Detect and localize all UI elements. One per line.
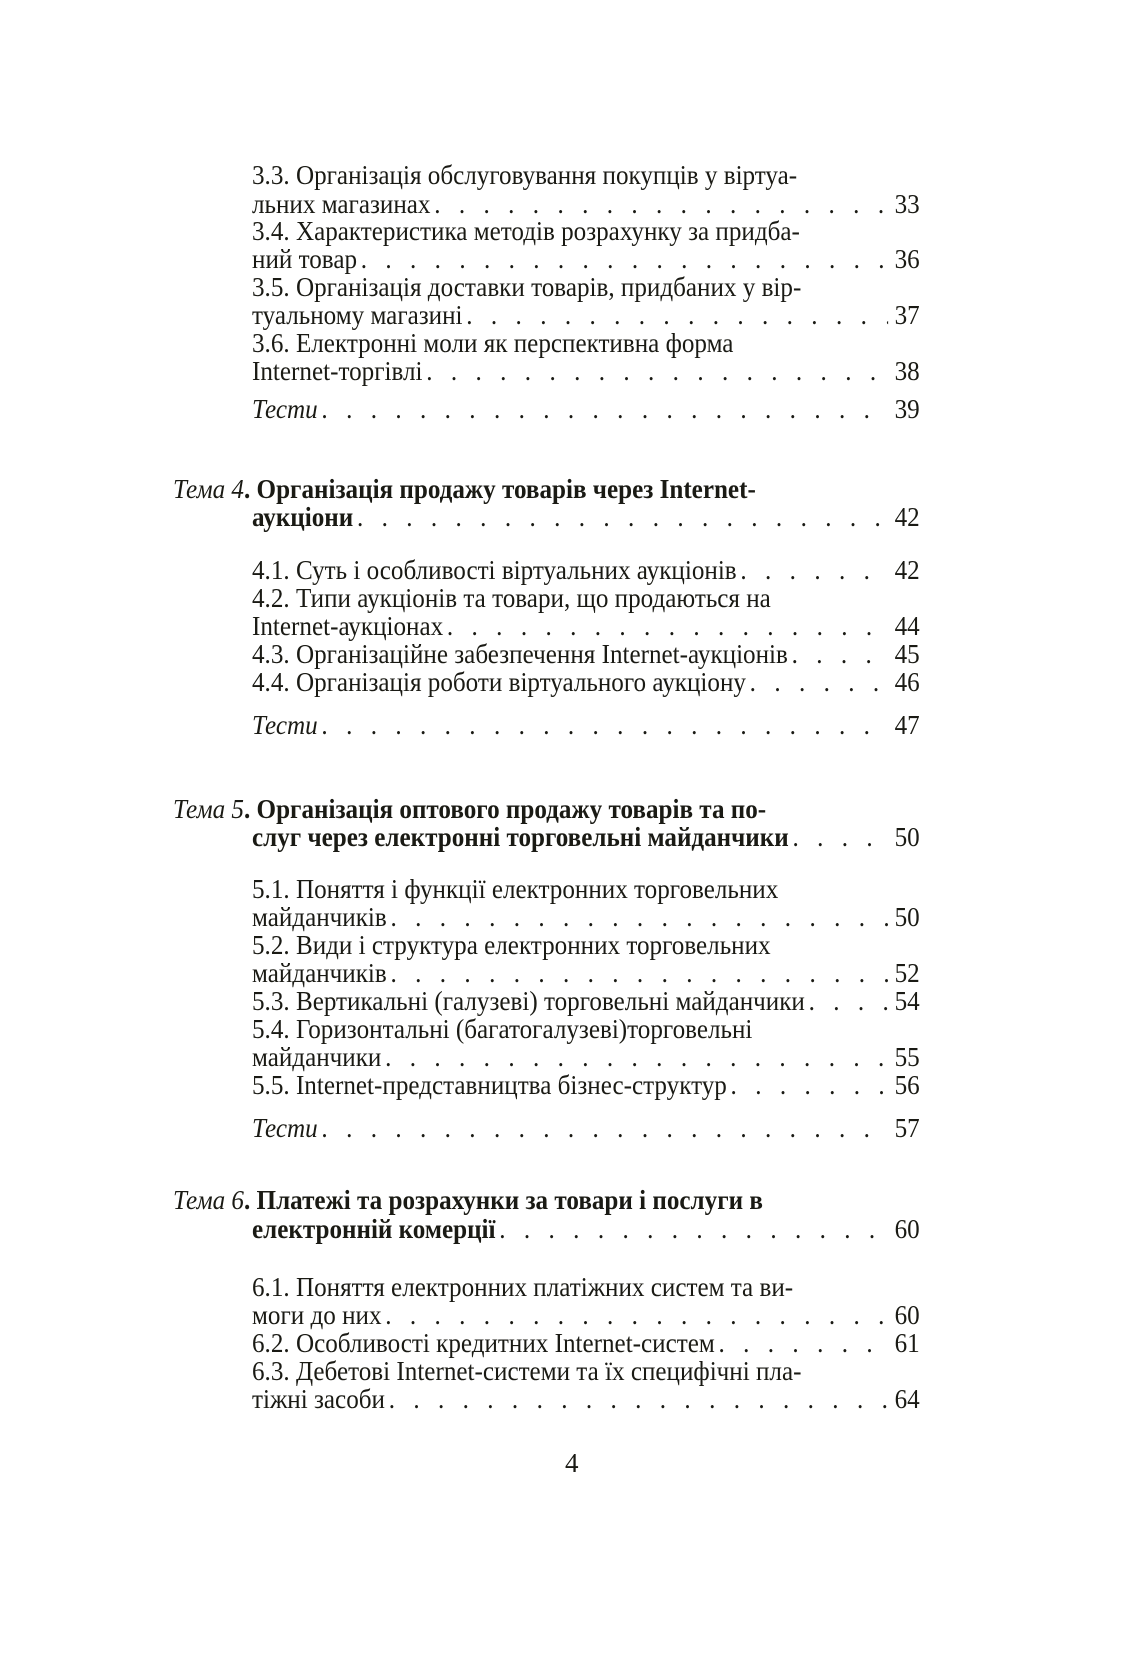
topic-prefix: Тема 4 xyxy=(173,474,244,504)
toc-entry-text: 6.3. Дебетові Internet-системи та їх специфічні пла- xyxy=(252,1356,802,1386)
toc-entry-3-6-line1 xyxy=(252,328,920,358)
dot-leader xyxy=(385,1300,888,1330)
toc-entry-text: майданчиків xyxy=(252,958,387,988)
dot-leader xyxy=(750,667,888,697)
toc-entry-text: 4.3. Організаційне забезпечення Internet-аукціонів xyxy=(252,639,788,669)
dot-leader xyxy=(740,555,888,585)
dot-leader xyxy=(809,986,889,1016)
toc-topic-5-line2[interactable] xyxy=(252,822,920,852)
toc-entry-text: 4.1. Суть і особливості віртуальних аукціонів xyxy=(252,555,737,585)
toc-entry-text: Internet-аукціонах xyxy=(252,611,444,641)
toc-page-number: 50 xyxy=(894,902,920,932)
dot-leader xyxy=(357,502,888,532)
toc-topic-title: Тема 4. Організація продажу товарів через Internet- xyxy=(173,474,756,504)
topic-prefix: Тема 5 xyxy=(173,794,244,824)
toc-entry-3-3-line2[interactable] xyxy=(252,189,920,219)
toc-entry-6-1-line1 xyxy=(252,1272,920,1302)
dot-leader xyxy=(466,300,888,330)
toc-page-number: 42 xyxy=(894,555,920,585)
dot-leader xyxy=(499,1214,888,1244)
toc-topic-6-line2[interactable] xyxy=(252,1214,920,1244)
toc-page-number: 60 xyxy=(894,1300,920,1330)
toc-entry-tests-3[interactable] xyxy=(252,394,920,424)
toc-entry-text: 3.3. Організація обслуговування покупців у віртуа- xyxy=(252,160,798,190)
toc-entry-text: моги до них xyxy=(252,1300,382,1330)
toc-entry-text: Internet-торгівлі xyxy=(252,356,423,386)
toc-entry-5-3[interactable] xyxy=(252,986,920,1016)
toc-topic-6-line1[interactable] xyxy=(173,1185,914,1215)
toc-topic-title: Тема 6. Платежі та розрахунки за товари і послуги в xyxy=(173,1185,763,1215)
dot-leader xyxy=(390,902,888,932)
toc-entry-5-2-line2[interactable] xyxy=(252,958,920,988)
toc-entry-4-4[interactable] xyxy=(252,667,920,697)
toc-entry-text: 5.4. Горизонтальні (багатогалузеві)торговельні xyxy=(252,1014,753,1044)
toc-entry-3-5-line2[interactable] xyxy=(252,300,920,330)
topic-title-text: слуг через електронні торговельні майданчики xyxy=(252,822,789,852)
toc-entry-text: 3.6. Електронні моли як перспективна форма xyxy=(252,328,734,358)
toc-page-number: 37 xyxy=(894,300,920,330)
toc-page-number: 56 xyxy=(894,1070,920,1100)
toc-entry-4-3[interactable] xyxy=(252,639,920,669)
toc-page-number: 45 xyxy=(894,639,920,669)
toc-entry-text: 3.5. Організація доставки товарів, придбаних у вір- xyxy=(252,272,802,302)
toc-entry-text: туальному магазині xyxy=(252,300,463,330)
toc-entry-text: 4.4. Організація роботи віртуального аукціону xyxy=(252,667,746,697)
toc-page-number: 44 xyxy=(894,611,920,641)
toc-page-number: 52 xyxy=(894,958,920,988)
toc-topic-5-line1[interactable] xyxy=(173,794,914,824)
toc-entry-3-3-line1 xyxy=(252,160,920,190)
dot-leader xyxy=(792,639,889,669)
dot-leader xyxy=(718,1328,888,1358)
toc-page-number: 36 xyxy=(894,244,920,274)
toc-entry-text: 5.3. Вертикальні (галузеві) торговельні майданчики xyxy=(252,986,805,1016)
dot-leader xyxy=(731,1070,889,1100)
toc-entry-text: 6.1. Поняття електронних платіжних систем та ви- xyxy=(252,1272,794,1302)
toc-entry-6-3-line2[interactable] xyxy=(252,1384,920,1414)
toc-entry-text: 5.2. Види і структура електронних торговельних xyxy=(252,930,771,960)
topic-title-text: Організація продажу товарів через Internet- xyxy=(256,474,756,504)
toc-entry-text: Тести xyxy=(252,394,318,424)
toc-entry-text: 3.4. Характеристика методів розрахунку за придба- xyxy=(252,216,800,246)
toc-topic-4-line2[interactable] xyxy=(252,502,920,532)
toc-entry-text: 6.2. Особливості кредитних Internet-систем xyxy=(252,1328,715,1358)
toc-entry-tests-4[interactable] xyxy=(252,710,920,740)
toc-page-number: 38 xyxy=(894,356,920,386)
dot-leader xyxy=(792,822,888,852)
toc-page-number: 47 xyxy=(894,710,920,740)
dot-leader xyxy=(385,1042,888,1072)
toc-entry-5-2-line1 xyxy=(252,930,920,960)
topic-title-text: аукціони xyxy=(252,502,354,532)
toc-entry-text: Тести xyxy=(252,710,318,740)
toc-entry-text: 5.5. Internet-представництва бізнес-структур xyxy=(252,1070,727,1100)
toc-entry-text: 4.2. Типи аукціонів та товари, що продаються на xyxy=(252,583,771,613)
toc-page-number: 42 xyxy=(894,502,920,532)
dot-leader xyxy=(321,1113,888,1143)
dot-leader xyxy=(390,958,888,988)
toc-page-number: 39 xyxy=(894,394,920,424)
toc-entry-3-5-line1 xyxy=(252,272,920,302)
topic-title-text: Платежі та розрахунки за товари і послуги в xyxy=(256,1185,763,1215)
toc-entry-text: тіжні засоби xyxy=(252,1384,385,1414)
toc-page-number: 61 xyxy=(894,1328,920,1358)
topic-title-text: Організація оптового продажу товарів та по- xyxy=(256,794,767,824)
toc-topic-title: Тема 5. Організація оптового продажу товарів та по- xyxy=(173,794,767,824)
toc-entry-4-2-line1 xyxy=(252,583,920,613)
toc-topic-4-line1[interactable] xyxy=(173,474,914,504)
dot-leader xyxy=(389,1384,888,1414)
toc-entry-5-5[interactable] xyxy=(252,1070,920,1100)
toc-entry-text: Тести xyxy=(252,1113,318,1143)
dot-leader xyxy=(447,611,888,641)
toc-page-number: 57 xyxy=(894,1113,920,1143)
topic-prefix: Тема 6 xyxy=(173,1185,244,1215)
toc-entry-text: майданчиків xyxy=(252,902,387,932)
toc-entry-6-2[interactable] xyxy=(252,1328,920,1358)
dot-leader xyxy=(426,356,888,386)
page-number: 4 xyxy=(565,1448,579,1478)
dot-leader xyxy=(434,189,888,219)
toc-entry-5-4-line2[interactable] xyxy=(252,1042,920,1072)
toc-entry-5-1-line2[interactable] xyxy=(252,902,920,932)
toc-entry-3-4-line2[interactable] xyxy=(252,244,920,274)
dot-leader xyxy=(361,244,888,274)
toc-entry-text: ний товар xyxy=(252,244,358,274)
toc-page-number: 64 xyxy=(894,1384,920,1414)
toc-page-number: 60 xyxy=(894,1214,920,1244)
toc-page-number: 55 xyxy=(894,1042,920,1072)
toc-entry-tests-5[interactable] xyxy=(252,1113,920,1143)
toc-entry-3-4-line1 xyxy=(252,216,920,246)
toc-entry-5-4-line1 xyxy=(252,1014,920,1044)
toc-entry-6-1-line2[interactable] xyxy=(252,1300,920,1330)
toc-entry-3-6-line2[interactable] xyxy=(252,356,920,386)
toc-entry-text: майданчики xyxy=(252,1042,382,1072)
toc-entry-5-1-line1 xyxy=(252,874,920,904)
toc-entry-4-1[interactable] xyxy=(252,555,920,585)
topic-title-text: електронній комерції xyxy=(252,1214,496,1244)
toc-page-number: 46 xyxy=(894,667,920,697)
toc-entry-text: льних магазинах xyxy=(252,189,431,219)
toc-entry-6-3-line1 xyxy=(252,1356,920,1386)
dot-leader xyxy=(321,394,888,424)
toc-page-number: 54 xyxy=(894,986,920,1016)
toc-entry-4-2-line2[interactable] xyxy=(252,611,920,641)
toc-page-number: 33 xyxy=(894,189,920,219)
dot-leader xyxy=(321,710,888,740)
toc-entry-text: 5.1. Поняття і функції електронних торговельних xyxy=(252,874,779,904)
toc-page-number: 50 xyxy=(894,822,920,852)
